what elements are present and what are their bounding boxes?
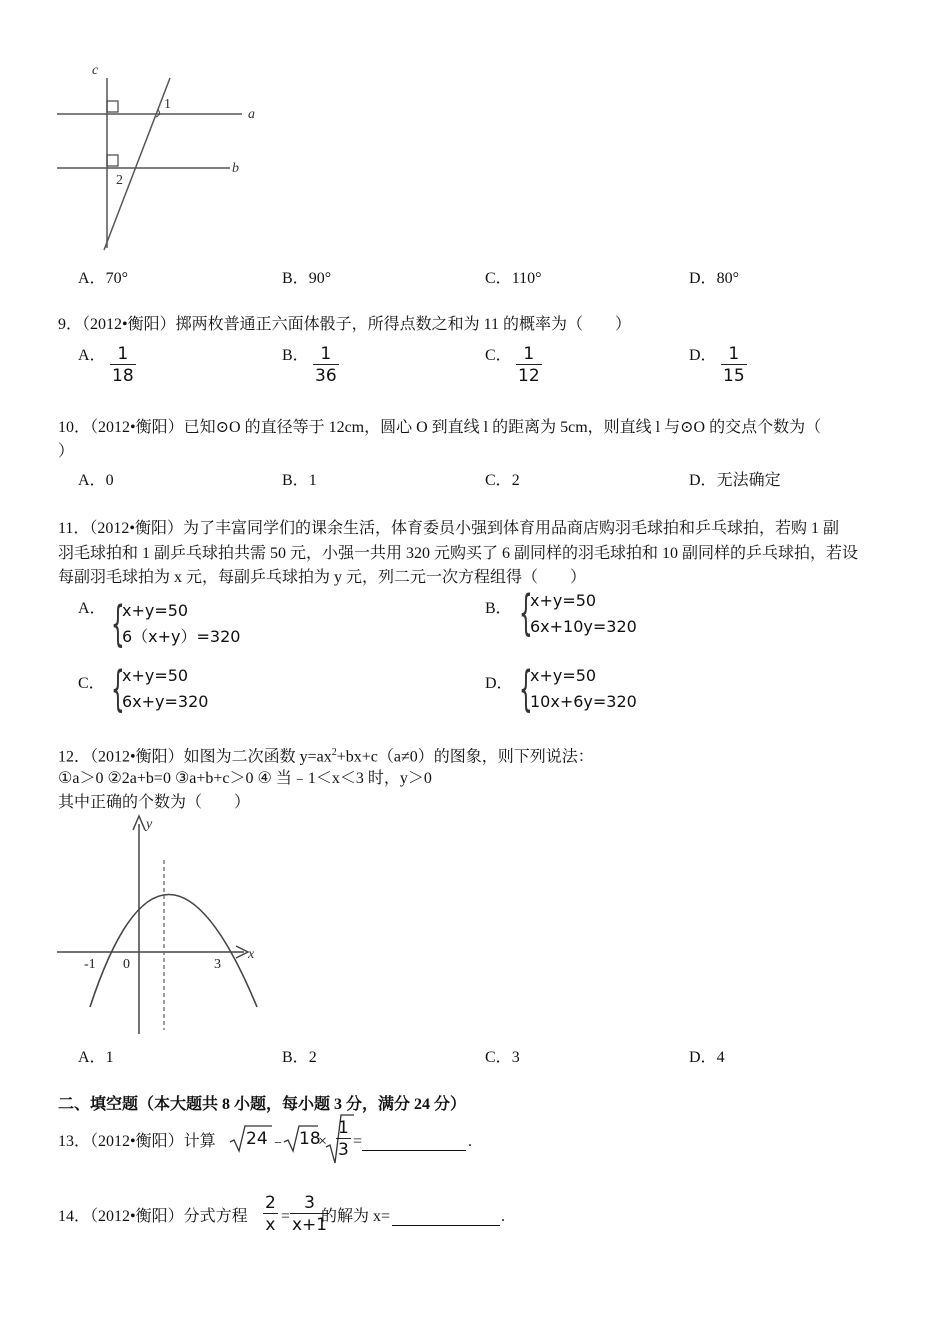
label-c: c (92, 63, 99, 78)
q11-option-a-letter[interactable]: A． (78, 600, 106, 617)
q14-answer-blank[interactable] (392, 1209, 500, 1226)
q14-fraction-left: $\frac{2}{x}$ (265, 1193, 276, 1235)
q11-option-b-system[interactable]: x+y=50 6x+10y=320 (530, 591, 637, 636)
parallel-lines-figure (52, 58, 272, 258)
q14-prefix: 14．（2012•衡阳）分式方程 (58, 1208, 248, 1225)
tick-label-neg1: -1 (84, 957, 96, 972)
q8-option-a[interactable]: A．70° (78, 270, 128, 287)
q9-option-a-fraction[interactable]: $\frac{1}{18}$ (112, 344, 134, 386)
q8-option-c[interactable]: C．110° (485, 270, 542, 287)
q9-option-b-fraction[interactable]: $\frac{1}{36}$ (315, 344, 337, 386)
q10-question-text: 10．（2012•衡阳）已知⊙O 的直径等于 12cm，圆心 O 到直线 l 的距离为 5cm，则直线 l 与⊙O 的交点个数为（ (58, 419, 822, 436)
q13-prefix: 13．（2012•衡阳）计算 (58, 1133, 216, 1150)
q11-option-c-system[interactable]: x+y=50 6x+y=320 (122, 666, 209, 711)
q12-option-a[interactable]: A．1 (78, 1049, 114, 1066)
tick-label-3: 3 (214, 957, 221, 972)
label-a: a (248, 107, 255, 122)
q14-fraction-right: $\frac{3}{x+1}$ (292, 1193, 328, 1235)
q13-minus: ﹣ (270, 1133, 287, 1150)
q11-question-line-2: 羽毛球拍和 1 副乒乓球拍共需 50 元，小强一共用 320 元购买了 6 副同样的羽毛球拍和 10 副同样的乒乓球拍，若设 (58, 545, 859, 562)
q13-answer-blank[interactable] (362, 1134, 466, 1151)
q12-question-line-2: ①a＞0 ②2a+b=0 ③a+b+c＞0 ④ 当﹣1＜x＜3 时，y＞0 (58, 770, 432, 787)
sqrt-18-value: 18 (299, 1129, 321, 1149)
q8-option-d[interactable]: D．80° (689, 270, 739, 287)
q11-option-d-brace: { (519, 661, 533, 717)
q9-option-c-fraction[interactable]: $\frac{1}{12}$ (518, 344, 540, 386)
q12-question-line-3: 其中正确的个数为（ ） (58, 794, 251, 811)
q9-option-d-letter[interactable]: D． (689, 347, 717, 364)
label-angle-2: 2 (116, 173, 123, 188)
q11-option-c-letter[interactable]: C． (78, 675, 105, 692)
q11-option-d-letter[interactable]: D． (485, 675, 513, 692)
q13-times: × (318, 1133, 328, 1150)
x-axis-label: x (248, 947, 255, 962)
q11-option-a-system[interactable]: x+y=50 6（x+y）=320 (122, 601, 241, 646)
q10-question-text-cont: ） (58, 443, 75, 460)
q11-option-b-brace: { (519, 585, 533, 641)
q13-end: . (468, 1133, 472, 1150)
q12-option-d[interactable]: D．4 (689, 1049, 725, 1066)
section-2-title: 二、填空题（本大题共 8 小题，每小题 3 分，满分 24 分） (58, 1096, 467, 1113)
q14-equals: = (281, 1208, 291, 1225)
q11-option-a-brace: { (111, 596, 125, 652)
parabola-curve (90, 895, 257, 1008)
q14-suffix: 的解为 x= (321, 1208, 391, 1225)
right-angle-mark-a (107, 101, 118, 112)
q14-end: . (501, 1208, 505, 1225)
q11-question-line-1: 11．（2012•衡阳）为了丰富同学们的课余生活，体育委员小强到体育用品商店购羽毛球拍和乒乓球拍，若购 1 副 (58, 520, 840, 537)
q10-option-b[interactable]: B．1 (282, 472, 317, 489)
label-angle-1: 1 (164, 97, 171, 112)
q10-option-a[interactable]: A．0 (78, 472, 114, 489)
q9-option-a-letter[interactable]: A． (78, 347, 106, 364)
q10-option-c[interactable]: C．2 (485, 472, 520, 489)
q9-option-b-letter[interactable]: B． (282, 347, 309, 364)
q12-option-b[interactable]: B．2 (282, 1049, 317, 1066)
origin-label: 0 (123, 957, 130, 972)
right-angle-mark-b (107, 155, 118, 166)
q12-option-c[interactable]: C．3 (485, 1049, 520, 1066)
q10-option-d[interactable]: D．无法确定 (689, 472, 781, 489)
q11-option-c-brace: { (111, 661, 125, 717)
q9-option-c-letter[interactable]: C． (485, 347, 512, 364)
y-axis-label: y (146, 817, 153, 832)
parabola-graph (52, 812, 272, 1037)
q12-question-line-1: 12．（2012•衡阳）如图为二次函数 $y=ax^2+bx+c(a\ne 0)$的图象，则下列说法： (58, 747, 594, 766)
q11-question-line-3: 每副羽毛球拍为 x 元，每副乒乓球拍为 y 元，列二元一次方程组得（ ） (58, 569, 587, 586)
label-b: b (232, 161, 239, 176)
q13-fraction: $\frac{1}{3}$ (338, 1118, 349, 1160)
q13-equals: = (353, 1133, 363, 1150)
transversal-line (104, 78, 170, 250)
q11-option-b-letter[interactable]: B． (485, 600, 512, 617)
q8-option-b[interactable]: B．90° (282, 270, 332, 287)
q9-question-text: 9．（2012•衡阳）掷两枚普通正六面体骰子，所得点数之和为 11 的概率为（ ） (58, 316, 632, 333)
sqrt-24-value: 24 (246, 1129, 268, 1149)
q11-option-d-system[interactable]: x+y=50 10x+6y=320 (530, 666, 637, 711)
q9-option-d-fraction[interactable]: $\frac{1}{15}$ (723, 344, 745, 386)
